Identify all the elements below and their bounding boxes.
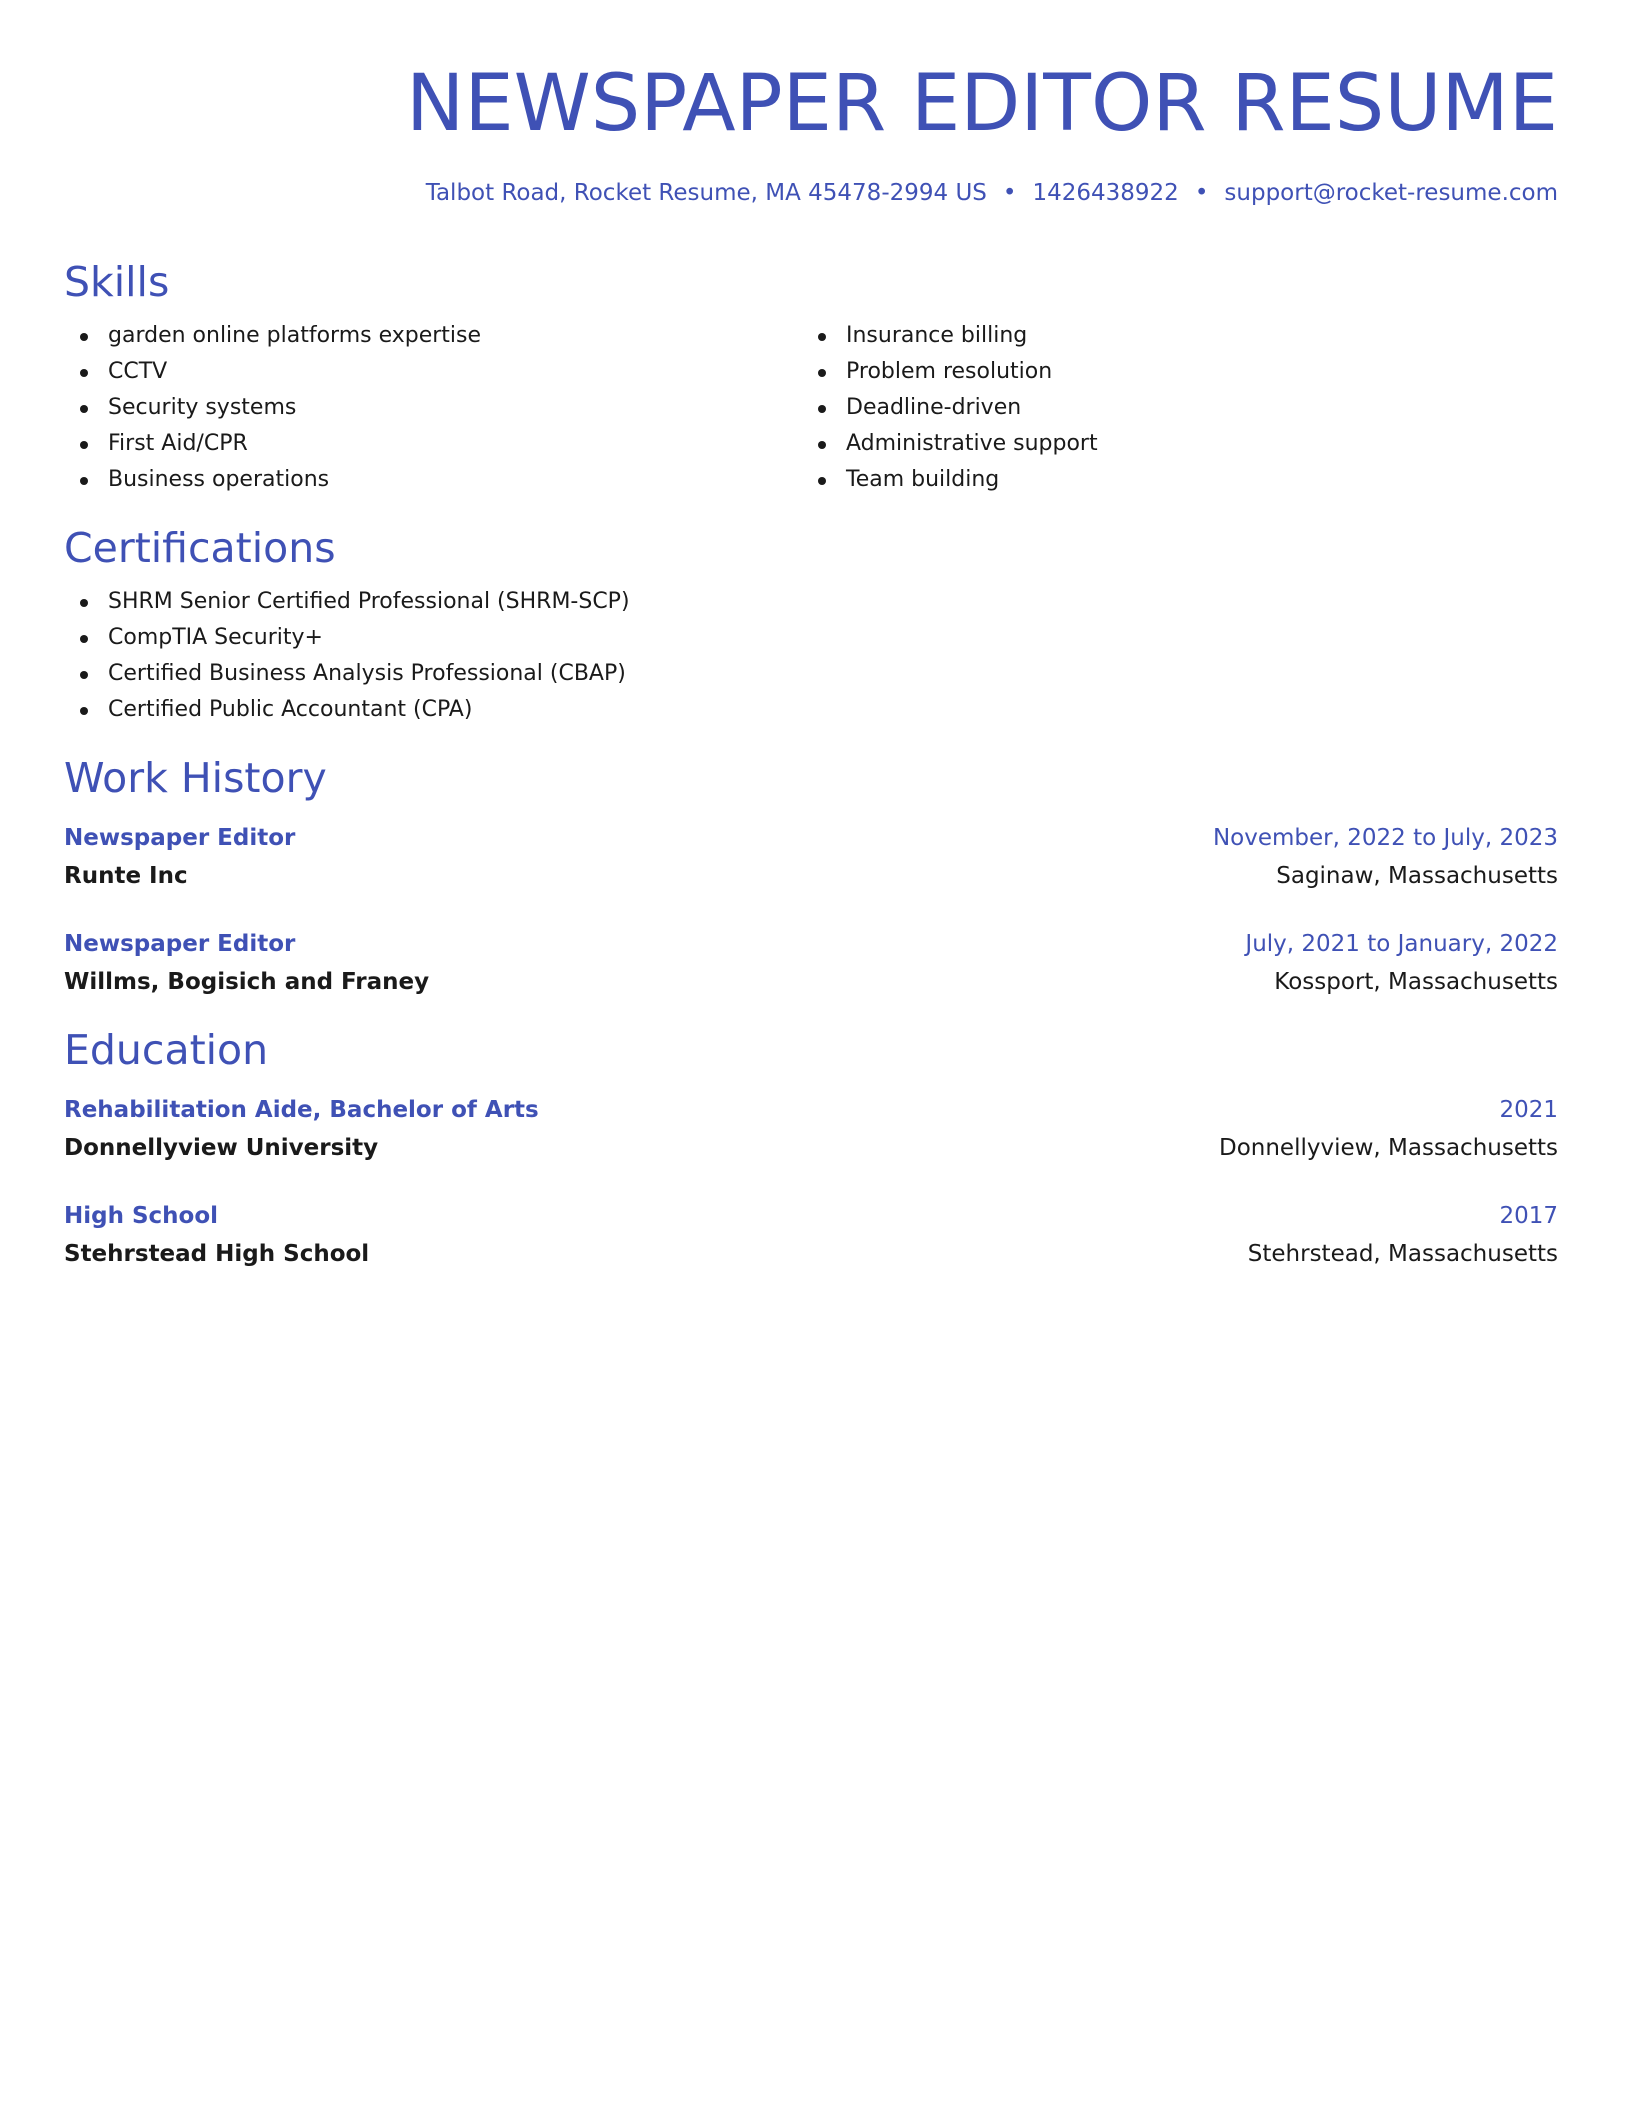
contact-separator: • [1002, 180, 1017, 206]
school-location: Donnellyview, Massachusetts [1218, 1135, 1558, 1161]
skill-item: garden online platforms expertise [64, 318, 802, 354]
work-entry-header [64, 926, 1558, 962]
work-entry-details [64, 962, 1558, 1002]
degree-title: Rehabilitation Aide, Bachelor of Arts [64, 1097, 539, 1123]
job-location: Kossport, Massachusetts [1274, 969, 1558, 995]
education-entry [64, 1092, 1558, 1168]
education-entry [64, 1198, 1558, 1274]
contact-separator: • [1194, 180, 1209, 206]
contact-line [64, 178, 1558, 208]
company-name: Willms, Bogisich and Franey [64, 969, 430, 995]
skills-heading: Skills [64, 258, 170, 306]
graduation-year: 2021 [1499, 1097, 1558, 1123]
certification-item: Certified Business Analysis Professional (CBAP) [64, 656, 1558, 692]
resume-title: NEWSPAPER EDITOR RESUME [405, 59, 1558, 149]
skills-list-left [64, 318, 802, 498]
skill-item: Problem resolution [802, 354, 1540, 390]
contact-address: Talbot Road, Rocket Resume, MA 45478-2994 US [425, 180, 987, 206]
skill-item: Administrative support [802, 426, 1540, 462]
skill-item: Insurance billing [802, 318, 1540, 354]
job-dates: November, 2022 to July, 2023 [1212, 825, 1558, 851]
certifications-list [64, 584, 1558, 728]
work-entry [64, 926, 1558, 1002]
skill-item: CCTV [64, 354, 802, 390]
education-heading: Education [64, 1026, 269, 1074]
work-entry [64, 820, 1558, 896]
skill-item: Team building [802, 462, 1540, 498]
contact-phone: 1426438922 [1032, 180, 1179, 206]
education-entry-details [64, 1234, 1558, 1274]
resume-page [64, 0, 1558, 1274]
job-location: Saginaw, Massachusetts [1276, 863, 1558, 889]
job-dates: July, 2021 to January, 2022 [1245, 931, 1558, 957]
school-name: Donnellyview University [64, 1135, 379, 1161]
certification-item: SHRM Senior Certified Professional (SHRM-SCP) [64, 584, 1558, 620]
certification-item: Certified Public Accountant (CPA) [64, 692, 1558, 728]
skill-item: Security systems [64, 390, 802, 426]
skills-list-right [802, 318, 1540, 498]
education-entry-details [64, 1128, 1558, 1168]
school-name: Stehrstead High School [64, 1241, 370, 1267]
graduation-year: 2017 [1499, 1203, 1558, 1229]
work-entry-details [64, 856, 1558, 896]
school-location: Stehrstead, Massachusetts [1247, 1241, 1558, 1267]
education-entry-header [64, 1092, 1558, 1128]
work-history-heading: Work History [64, 754, 327, 802]
contact-email[interactable]: support@rocket-resume.com [1224, 180, 1558, 206]
skill-item: Deadline-driven [802, 390, 1540, 426]
education-entry-header [64, 1198, 1558, 1234]
job-title: Newspaper Editor [64, 825, 296, 851]
company-name: Runte Inc [64, 863, 188, 889]
work-entry-header [64, 820, 1558, 856]
job-title: Newspaper Editor [64, 931, 296, 957]
skill-item: Business operations [64, 462, 802, 498]
degree-title: High School [64, 1203, 219, 1229]
certification-item: CompTIA Security+ [64, 620, 1558, 656]
skills-grid [64, 318, 1558, 498]
certifications-heading: Certifications [64, 524, 336, 572]
skill-item: First Aid/CPR [64, 426, 802, 462]
